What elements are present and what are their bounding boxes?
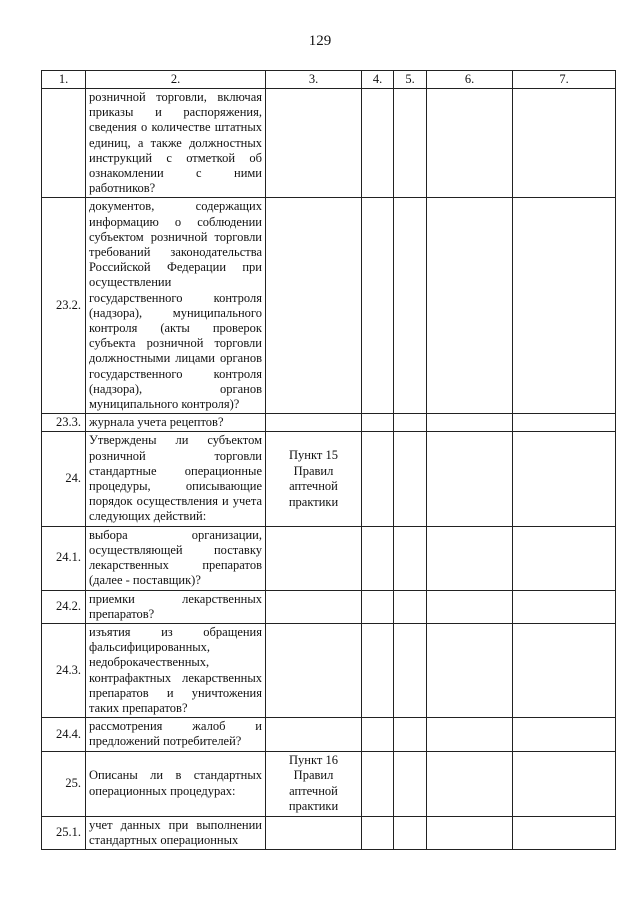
- answer-cell: [427, 414, 513, 432]
- answer-cell: [513, 816, 616, 849]
- item-number: 24.1.: [42, 526, 86, 590]
- answer-cell: [362, 816, 394, 849]
- column-header: 1.: [42, 71, 86, 89]
- answer-cell: [394, 590, 427, 623]
- answer-cell: [427, 816, 513, 849]
- question-text: учет данных при выполнении стандартных операционных: [86, 816, 266, 849]
- legal-reference: [266, 89, 362, 198]
- item-number: 24.4.: [42, 718, 86, 751]
- table-row: [42, 623, 616, 717]
- question-text: розничной торговли, включая приказы и распоряжения, сведения о количестве штатных единиц, а также должностных инструкций с отметкой об ознакомлении с ними работников?: [86, 89, 266, 198]
- table-row: [42, 89, 616, 198]
- answer-cell: [394, 198, 427, 414]
- table-row: [42, 198, 616, 414]
- answer-cell: [513, 432, 616, 526]
- question-text: выбора организации, осуществляющей поставку лекарственных препаратов (далее - поставщик)?: [86, 526, 266, 590]
- item-number: 23.2.: [42, 198, 86, 414]
- legal-reference: Пункт 15 Правил аптечной практики: [266, 432, 362, 526]
- item-number: 25.: [42, 751, 86, 816]
- column-header: 4.: [362, 71, 394, 89]
- answer-cell: [362, 198, 394, 414]
- question-text: рассмотрения жалоб и предложений потребителей?: [86, 718, 266, 751]
- item-number: 24.3.: [42, 623, 86, 717]
- header-row: [42, 71, 616, 89]
- answer-cell: [513, 590, 616, 623]
- answer-cell: [394, 414, 427, 432]
- answer-cell: [427, 751, 513, 816]
- column-header: 2.: [86, 71, 266, 89]
- answer-cell: [427, 89, 513, 198]
- answer-cell: [513, 198, 616, 414]
- table-row: [42, 751, 616, 816]
- question-text: Описаны ли в стандартных операционных процедурах:: [86, 751, 266, 816]
- answer-cell: [427, 623, 513, 717]
- legal-reference: Пункт 16 Правил аптечной практики: [266, 751, 362, 816]
- answer-cell: [427, 432, 513, 526]
- column-header: 5.: [394, 71, 427, 89]
- column-header: 6.: [427, 71, 513, 89]
- answer-cell: [362, 89, 394, 198]
- legal-reference: [266, 590, 362, 623]
- answer-cell: [394, 718, 427, 751]
- answer-cell: [362, 432, 394, 526]
- answer-cell: [427, 526, 513, 590]
- legal-reference: [266, 718, 362, 751]
- legal-reference: [266, 198, 362, 414]
- table-row: [42, 590, 616, 623]
- table-row: [42, 718, 616, 751]
- column-header: 3.: [266, 71, 362, 89]
- answer-cell: [394, 623, 427, 717]
- question-text: документов, содержащих информацию о соблюдении субъектом розничной торговли требований законодательства Российской Федерации при осуществлении государственного контроля (надзора), муниципального контроля (акты проверок субъекта розничной торговли должностными лицами органов государственного контроля (надзора), органов муниципального контроля)?: [86, 198, 266, 414]
- answer-cell: [362, 751, 394, 816]
- answer-cell: [394, 816, 427, 849]
- answer-cell: [394, 432, 427, 526]
- answer-cell: [362, 623, 394, 717]
- table-row: [42, 816, 616, 849]
- answer-cell: [513, 526, 616, 590]
- answer-cell: [513, 751, 616, 816]
- legal-reference: [266, 414, 362, 432]
- answer-cell: [427, 590, 513, 623]
- answer-cell: [427, 718, 513, 751]
- legal-reference: [266, 816, 362, 849]
- answer-cell: [394, 89, 427, 198]
- checklist-table: [41, 70, 616, 850]
- item-number: [42, 89, 86, 198]
- table-row: [42, 432, 616, 526]
- answer-cell: [362, 590, 394, 623]
- item-number: 24.2.: [42, 590, 86, 623]
- item-number: 24.: [42, 432, 86, 526]
- answer-cell: [427, 198, 513, 414]
- question-text: приемки лекарственных препаратов?: [86, 590, 266, 623]
- legal-reference: [266, 623, 362, 717]
- question-text: Утверждены ли субъектом розничной торговли стандартные операционные процедуры, описывающие порядок осуществления и учета следующих действий:: [86, 432, 266, 526]
- answer-cell: [362, 526, 394, 590]
- table-row: [42, 414, 616, 432]
- item-number: 23.3.: [42, 414, 86, 432]
- answer-cell: [513, 718, 616, 751]
- answer-cell: [394, 526, 427, 590]
- answer-cell: [513, 89, 616, 198]
- question-text: изъятия из обращения фальсифицированных, недоброкачественных, контрафактных лекарственных препаратов и уничтожения таких препаратов?: [86, 623, 266, 717]
- item-number: 25.1.: [42, 816, 86, 849]
- question-text: журнала учета рецептов?: [86, 414, 266, 432]
- answer-cell: [362, 414, 394, 432]
- legal-reference: [266, 526, 362, 590]
- answer-cell: [513, 623, 616, 717]
- page-number: 129: [308, 33, 332, 49]
- answer-cell: [394, 751, 427, 816]
- answer-cell: [513, 414, 616, 432]
- column-header: 7.: [513, 71, 616, 89]
- table-row: [42, 526, 616, 590]
- answer-cell: [362, 718, 394, 751]
